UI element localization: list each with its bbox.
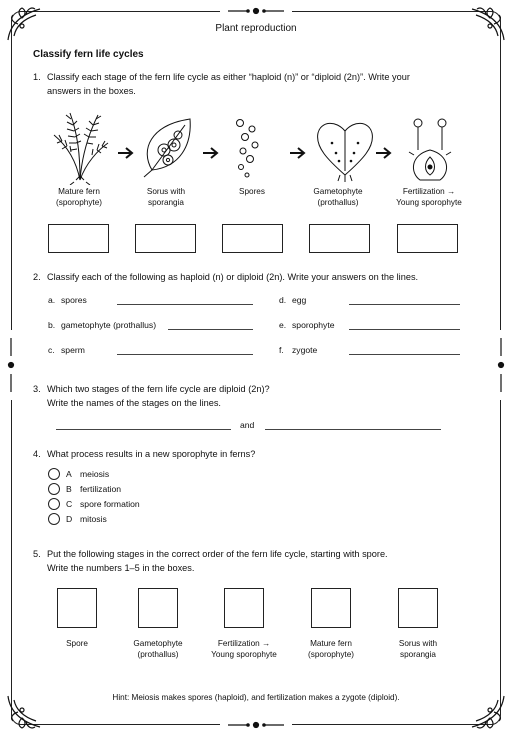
answer-box[interactable]: [309, 224, 370, 253]
answer-line[interactable]: [117, 354, 253, 355]
gametophyte-illustration: [318, 123, 373, 182]
question-3: [33, 382, 493, 410]
stage-caption: Gametophyte (prothallus): [313, 187, 363, 207]
question-text: Classify each of the following as haploid (n) or diploid (2n). Write your answers on the lines.: [47, 272, 419, 282]
stage-caption: Sorus with sporangia: [146, 187, 186, 207]
option-radio[interactable]: [48, 513, 60, 525]
option-label: meiosis: [80, 469, 110, 479]
and-label: and: [240, 420, 255, 430]
answer-line[interactable]: [265, 429, 441, 430]
stage-caption: Spore: [66, 639, 88, 648]
stage-caption: Mature fern (sporophyte): [56, 187, 102, 207]
question-4: [33, 447, 493, 461]
stage-caption: Sorus with sporangia: [398, 639, 438, 659]
item-label: spores: [61, 295, 87, 305]
question-text: Write the names of the stages on the lines.: [47, 398, 221, 408]
option-letter: C: [66, 499, 73, 509]
fertilization-illustration: [409, 119, 451, 180]
mature-fern-illustration: [54, 113, 108, 185]
answer-line[interactable]: [349, 304, 460, 305]
option-label: mitosis: [80, 514, 107, 524]
order-box[interactable]: [398, 588, 438, 628]
answer-line[interactable]: [56, 429, 231, 430]
hint-text: Hint: Meiosis makes spores (haploid), and fertilization makes a zygote (diploid).: [112, 693, 400, 702]
answer-line[interactable]: [349, 354, 460, 355]
item-letter: b.: [48, 320, 56, 330]
item-label: zygote: [292, 345, 318, 355]
item-label: gametophyte (prothallus): [61, 320, 157, 330]
option-radio[interactable]: [48, 468, 60, 480]
option-label: fertilization: [80, 484, 122, 494]
question-text: Put the following stages in the correct order of the fern life cycle, starting with spore.: [47, 549, 388, 559]
spores-illustration: [237, 120, 259, 178]
question-text: Classify each stage of the fern life cycle as either “haploid (n)” or “diploid (2n)”. Write your: [47, 72, 410, 82]
question-number: 3.: [33, 384, 41, 394]
section-heading: Classify fern life cycles: [33, 49, 144, 60]
fern-life-cycle-illustrations: [40, 105, 480, 185]
option-letter: D: [66, 514, 73, 524]
item-letter: e.: [279, 320, 287, 330]
question-text: Write the numbers 1–5 in the boxes.: [47, 563, 195, 573]
question-1: [33, 70, 493, 98]
order-box[interactable]: [57, 588, 97, 628]
option-radio[interactable]: [48, 498, 60, 510]
item-letter: a.: [48, 295, 56, 305]
order-box[interactable]: [138, 588, 178, 628]
question-text: answers in the boxes.: [47, 86, 136, 96]
stage-caption: Mature fern (sporophyte): [308, 639, 354, 659]
answer-box[interactable]: [48, 224, 109, 253]
answer-line[interactable]: [117, 304, 253, 305]
item-letter: c.: [48, 345, 55, 355]
question-text: What process results in a new sporophyte in ferns?: [47, 449, 256, 459]
item-letter: f.: [279, 345, 284, 355]
stage-caption: Spores: [239, 187, 265, 196]
answer-line[interactable]: [168, 329, 253, 330]
sorus-illustration: [144, 119, 190, 177]
option-letter: A: [66, 469, 72, 479]
order-box[interactable]: [311, 588, 351, 628]
answer-box[interactable]: [397, 224, 458, 253]
stage-caption: Gametophyte (prothallus): [133, 639, 183, 659]
item-label: sperm: [61, 345, 85, 355]
answer-line[interactable]: [349, 329, 460, 330]
question-number: 1.: [33, 72, 41, 82]
question-text: Which two stages of the fern life cycle are diploid (2n)?: [47, 384, 270, 394]
answer-box[interactable]: [222, 224, 283, 253]
item-label: sporophyte: [292, 320, 335, 330]
item-label: egg: [292, 295, 307, 305]
question-number: 2.: [33, 272, 41, 282]
option-radio[interactable]: [48, 483, 60, 495]
answer-box[interactable]: [135, 224, 196, 253]
option-label: spore formation: [80, 499, 140, 509]
option-letter: B: [66, 484, 72, 494]
order-box[interactable]: [224, 588, 264, 628]
stage-caption: Fertilization → Young sporophyte: [211, 639, 277, 659]
question-5: [33, 547, 493, 575]
item-letter: d.: [279, 295, 287, 305]
question-number: 4.: [33, 449, 41, 459]
question-number: 5.: [33, 549, 41, 559]
page-title: Plant reproduction: [215, 23, 297, 34]
stage-caption: Fertilization → Young sporophyte: [396, 187, 462, 207]
question-2: [33, 270, 493, 284]
